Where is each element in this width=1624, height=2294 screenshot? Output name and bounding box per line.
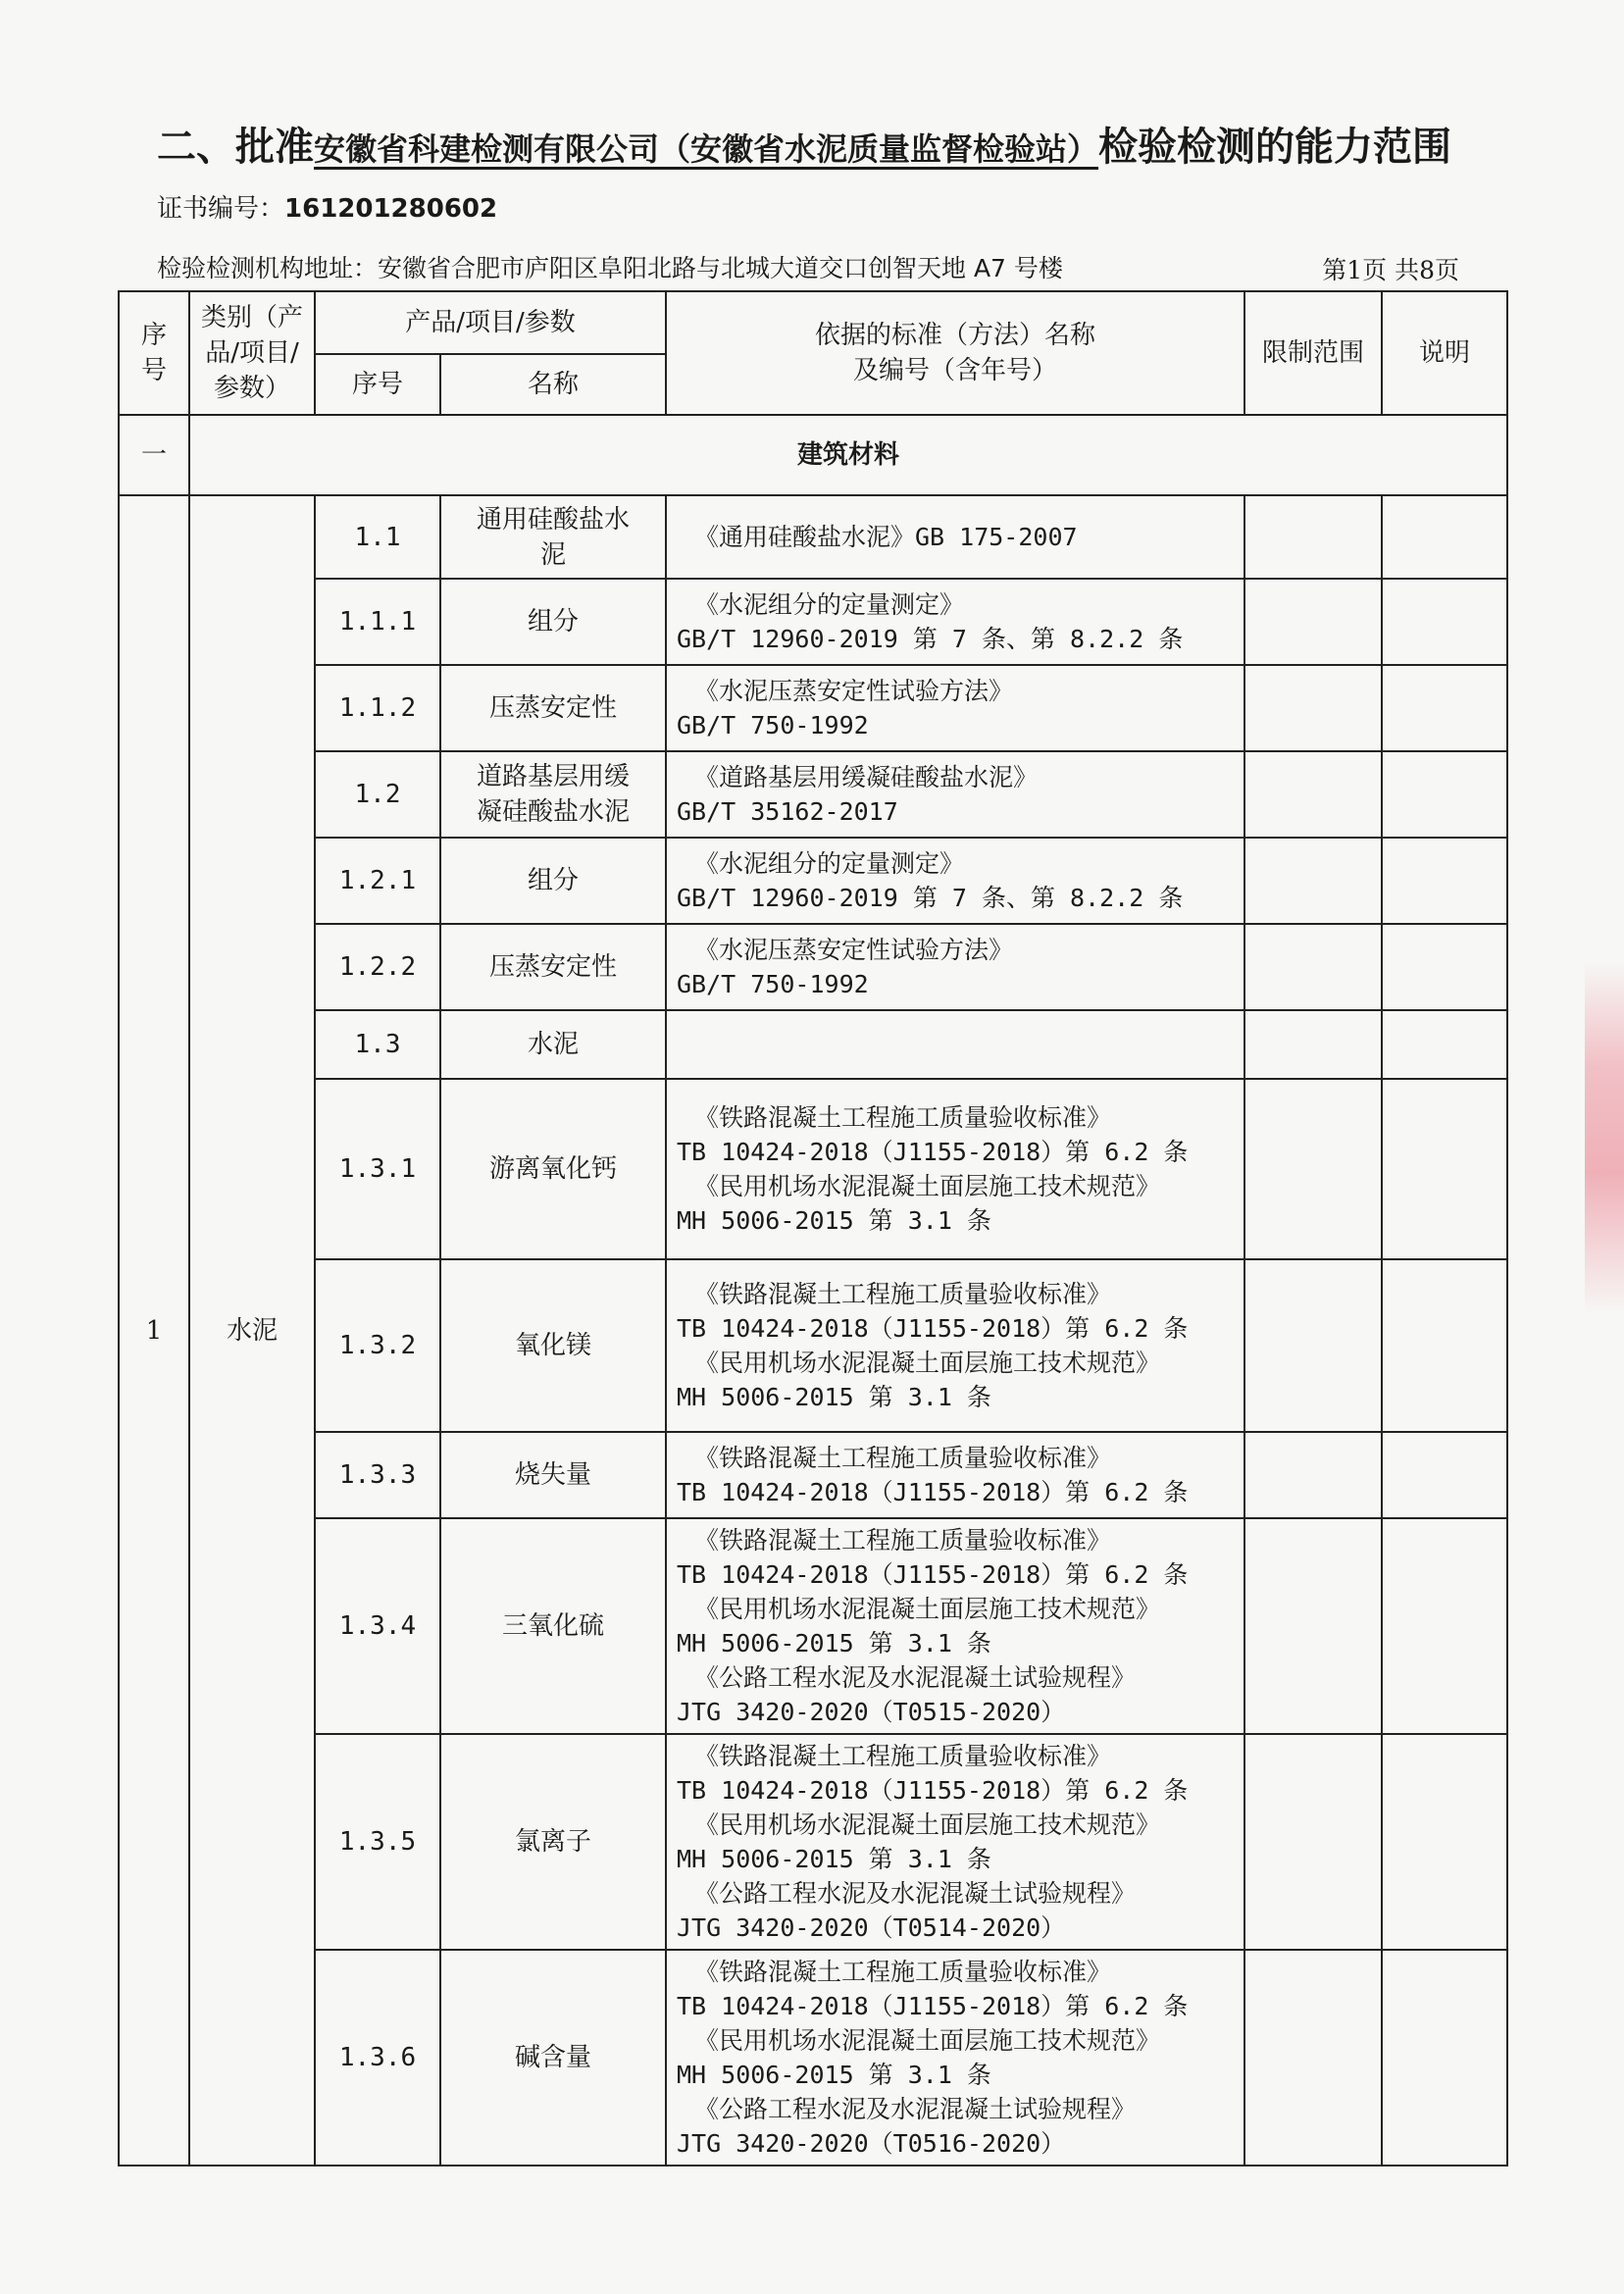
header-limit: 限制范围 <box>1244 291 1382 415</box>
header-sub-seq: 序号 <box>315 354 440 415</box>
item-note <box>1382 665 1507 751</box>
item-standard: 《铁路混凝土工程施工质量验收标准》 TB 10424-2018（J1155-2018）第 6.2 条 《民用机场水泥混凝土面层施工技术规范》 MH 5006-2015 第 3.1 条 <box>666 1079 1244 1259</box>
header-note: 说明 <box>1382 291 1507 415</box>
item-name: 氧化镁 <box>440 1259 666 1432</box>
item-limit <box>1244 1079 1382 1259</box>
item-standard: 《水泥压蒸安定性试验方法》 GB/T 750-1992 <box>666 924 1244 1010</box>
item-standard: 《铁路混凝土工程施工质量验收标准》 TB 10424-2018（J1155-2018）第 6.2 条 《民用机场水泥混凝土面层施工技术规范》 MH 5006-2015 第 3.1 条 《公路工程水泥及水泥混凝土试验规程》 JTG 3420-2020（T0515-2020） <box>666 1518 1244 1734</box>
section-seq: 一 <box>119 415 189 495</box>
item-seq: 1.3.4 <box>315 1518 440 1734</box>
item-seq: 1.3 <box>315 1010 440 1079</box>
organization-name: 安徽省科建检测有限公司（安徽省水泥质量监督检验站） <box>314 130 1099 168</box>
item-note <box>1382 1518 1507 1734</box>
item-note <box>1382 751 1507 838</box>
item-name: 三氧化硫 <box>440 1518 666 1734</box>
page-title: 二、批准安徽省科建检测有限公司（安徽省水泥质量监督检验站）检验检测的能力范围 <box>157 125 1452 170</box>
item-note <box>1382 1432 1507 1518</box>
item-name: 碱含量 <box>440 1950 666 2166</box>
table-row <box>119 1010 1507 1079</box>
header-name: 名称 <box>440 354 666 415</box>
table-row <box>119 1079 1507 1259</box>
item-limit <box>1244 1734 1382 1950</box>
item-note <box>1382 838 1507 924</box>
item-standard: 《通用硅酸盐水泥》GB 175-2007 <box>666 495 1244 579</box>
item-seq: 1.2 <box>315 751 440 838</box>
item-standard: 《铁路混凝土工程施工质量验收标准》 TB 10424-2018（J1155-2018）第 6.2 条 《民用机场水泥混凝土面层施工技术规范》 MH 5006-2015 第 3.1 条 《公路工程水泥及水泥混凝土试验规程》 JTG 3420-2020（T0516-2020） <box>666 1950 1244 2166</box>
section-name: 建筑材料 <box>189 415 1507 495</box>
item-note <box>1382 1950 1507 2166</box>
item-name: 组分 <box>440 579 666 665</box>
item-note <box>1382 1259 1507 1432</box>
page-indicator: 第1页 共8页 <box>1322 256 1459 284</box>
table-row <box>119 579 1507 665</box>
item-seq: 1.1.1 <box>315 579 440 665</box>
header-product: 产品/项目/参数 <box>315 291 666 354</box>
item-limit <box>1244 838 1382 924</box>
item-seq: 1.2.2 <box>315 924 440 1010</box>
table-row <box>119 665 1507 751</box>
item-seq: 1.3.3 <box>315 1432 440 1518</box>
table-row <box>119 838 1507 924</box>
capability-table <box>118 290 1508 2167</box>
item-note <box>1382 924 1507 1010</box>
item-limit <box>1244 1518 1382 1734</box>
item-seq: 1.3.6 <box>315 1950 440 2166</box>
item-standard: 《水泥组分的定量测定》 GB/T 12960-2019 第 7 条、第 8.2.2 条 <box>666 838 1244 924</box>
item-limit <box>1244 1010 1382 1079</box>
item-note <box>1382 495 1507 579</box>
item-limit <box>1244 1259 1382 1432</box>
item-standard: 《水泥压蒸安定性试验方法》 GB/T 750-1992 <box>666 665 1244 751</box>
header-category: 类别（产 品/项目/ 参数） <box>189 291 315 415</box>
group-seq: 1 <box>119 495 189 2166</box>
item-name: 组分 <box>440 838 666 924</box>
item-standard: 《铁路混凝土工程施工质量验收标准》 TB 10424-2018（J1155-2018）第 6.2 条 《民用机场水泥混凝土面层施工技术规范》 MH 5006-2015 第 3.1 条 《公路工程水泥及水泥混凝土试验规程》 JTG 3420-2020（T0514-2020） <box>666 1734 1244 1950</box>
item-standard: 《铁路混凝土工程施工质量验收标准》 TB 10424-2018（J1155-2018）第 6.2 条 《民用机场水泥混凝土面层施工技术规范》 MH 5006-2015 第 3.1 条 <box>666 1259 1244 1432</box>
table-row <box>119 751 1507 838</box>
item-note <box>1382 1734 1507 1950</box>
institution-address: 检验检测机构地址：安徽省合肥市庐阳区阜阳北路与北城大道交口创智天地 A7 号楼 <box>157 254 1063 282</box>
item-standard: 《水泥组分的定量测定》 GB/T 12960-2019 第 7 条、第 8.2.2 条 <box>666 579 1244 665</box>
table-row <box>119 1259 1507 1432</box>
item-name: 烧失量 <box>440 1432 666 1518</box>
table-row <box>119 1950 1507 2166</box>
item-note <box>1382 1010 1507 1079</box>
table-row <box>119 924 1507 1010</box>
item-name: 氯离子 <box>440 1734 666 1950</box>
item-limit <box>1244 495 1382 579</box>
item-seq: 1.3.1 <box>315 1079 440 1259</box>
item-name: 压蒸安定性 <box>440 665 666 751</box>
item-name: 通用硅酸盐水 泥 <box>440 495 666 579</box>
group-category: 水泥 <box>189 495 315 2166</box>
item-limit <box>1244 1950 1382 2166</box>
item-limit <box>1244 1432 1382 1518</box>
header-seq: 序 号 <box>119 291 189 415</box>
item-name: 压蒸安定性 <box>440 924 666 1010</box>
certificate-number: 证书编号：161201280602 <box>157 194 498 224</box>
header-standard: 依据的标准（方法）名称 及编号（含年号） <box>666 291 1244 415</box>
item-name: 游离氧化钙 <box>440 1079 666 1259</box>
item-limit <box>1244 665 1382 751</box>
item-standard: 《铁路混凝土工程施工质量验收标准》 TB 10424-2018（J1155-2018）第 6.2 条 <box>666 1432 1244 1518</box>
item-seq: 1.2.1 <box>315 838 440 924</box>
item-note <box>1382 1079 1507 1259</box>
table-row <box>119 1734 1507 1950</box>
item-limit <box>1244 924 1382 1010</box>
item-limit <box>1244 579 1382 665</box>
item-seq: 1.3.5 <box>315 1734 440 1950</box>
item-standard <box>666 1010 1244 1079</box>
item-seq: 1.1 <box>315 495 440 579</box>
item-seq: 1.1.2 <box>315 665 440 751</box>
item-standard: 《道路基层用缓凝硅酸盐水泥》 GB/T 35162-2017 <box>666 751 1244 838</box>
item-limit <box>1244 751 1382 838</box>
table-row <box>119 1518 1507 1734</box>
item-name: 道路基层用缓 凝硅酸盐水泥 <box>440 751 666 838</box>
item-name: 水泥 <box>440 1010 666 1079</box>
table-row <box>119 1432 1507 1518</box>
red-seal-fragment <box>1585 961 1624 1314</box>
table-row <box>119 495 1507 579</box>
item-note <box>1382 579 1507 665</box>
item-seq: 1.3.2 <box>315 1259 440 1432</box>
